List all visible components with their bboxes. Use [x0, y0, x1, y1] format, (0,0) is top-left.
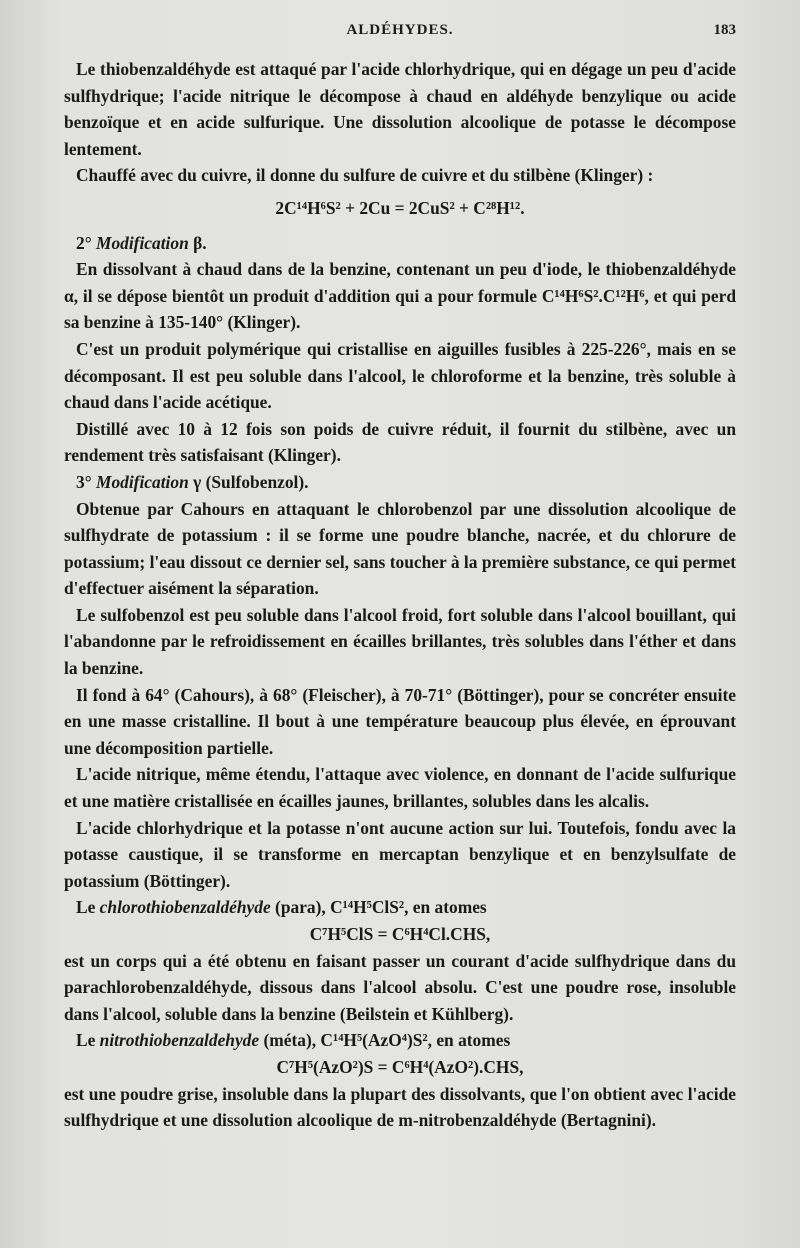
section-title: Modification: [96, 471, 189, 492]
page-number: 183: [713, 22, 736, 38]
page-header: [64, 22, 736, 48]
section-number: 3°: [76, 471, 96, 492]
formula: C⁷H⁵ClS = C⁶H⁴Cl.CHS,: [309, 924, 491, 944]
section-greek: β.: [188, 232, 207, 253]
paragraph: [64, 894, 736, 921]
formula: C⁷H⁵(AzO²)S = C⁶H⁴(AzO²).CHS,: [276, 1056, 524, 1077]
paragraph: Distillé avec 10 à 12 fois son poids de cuivre réduit, il fournit du stilbène, avec un rendement très satisfaisant (Klinger).: [64, 418, 736, 466]
section-number: 2°: [76, 232, 96, 253]
section-title: Modification: [96, 232, 189, 253]
section-heading: [64, 230, 736, 257]
paragraph: En dissolvant à chaud dans de la benzine, contenant un peu d'iode, le thiobenzaldéhyde α, il se dépose bientôt un produit d'addition qui a pour formule C¹⁴H⁶S².C¹²H⁶, et qui perd sa benzine à 135-140° (Klinger).: [64, 259, 736, 333]
section-greek: γ (Sulfobenzol).: [188, 471, 309, 492]
paragraph: Il fond à 64° (Cahours), à 68° (Fleischer), à 70-71° (Böttinger), pour se concréter ensuite en une masse cristalline. Il bout à une température beaucoup plus élevée, en éprouvant une décomposition partielle.: [64, 684, 736, 758]
paragraph: [64, 1027, 736, 1054]
paragraph: L'acide nitrique, même étendu, l'attaque avec violence, en donnant de l'acide sulfurique et une matière cristallisée en écailles jaunes, brillantes, solubles dans les alcalis.: [64, 764, 736, 812]
paragraph: est une poudre grise, insoluble dans la plupart des dissolvants, que l'on obtient avec l'acide sulfhydrique et une dissolution alcoolique de m-nitrobenzaldéhyde (Bertagnini).: [64, 1083, 736, 1131]
page-body: [64, 56, 736, 1134]
compound-name: nitrothiobenzaldehyde: [99, 1030, 260, 1051]
text-lead: Le: [76, 1030, 100, 1051]
text-rest: (para), C¹⁴H⁵ClS², en atomes: [270, 897, 487, 918]
paragraph: Le thiobenzaldéhyde est attaqué par l'acide chlorhydrique, qui en dégage un peu d'acide sulfhydrique; l'acide nitrique le décompose à chaud en aldéhyde benzylique ou acide benzoïque et en acide sulfurique. Une dissolution alcoolique de potasse le décompose lentement.: [64, 59, 736, 159]
compound-name: chlorothiobenzaldéhyde: [99, 897, 271, 918]
paragraph: Le sulfobenzol est peu soluble dans l'alcool froid, fort soluble dans l'alcool bouillant, qui l'abandonne par le refroidissement en écailles brillantes, très solubles dans l'éther et dans la benzine.: [64, 604, 736, 679]
running-title: ALDÉHYDES.: [346, 22, 454, 38]
section-heading: [64, 469, 736, 496]
text-rest: (méta), C¹⁴H⁵(AzO⁴)S², en atomes: [259, 1030, 511, 1051]
paragraph: L'acide chlorhydrique et la potasse n'ont aucune action sur lui. Toutefois, fondu avec la potasse caustique, il se transforme en mercaptan benzylique et en benzylsulfate de potassium (Böttinger).: [64, 817, 736, 891]
paragraph: est un corps qui a été obtenu en faisant passer un courant d'acide sulfhydrique dans du parachlorobenzaldéhyde, dissous dans l'alcool absolu. C'est une poudre rose, insoluble dans l'alcool, soluble dans la benzine (Beilstein et Kühlberg).: [64, 950, 736, 1024]
paragraph: Chauffé avec du cuivre, il donne du sulfure de cuivre et du stilbène (Klinger) :: [76, 165, 654, 186]
formula: 2C¹⁴H⁶S² + 2Cu = 2CuS² + C²⁸H¹².: [275, 197, 525, 218]
text-lead: Le: [76, 897, 100, 918]
paragraph: C'est un produit polymérique qui cristallise en aiguilles fusibles à 225-226°, mais en se décomposant. Il est peu soluble dans l'alcool, le chloroforme et la benzine, très soluble à chaud dans l'acide acétique.: [64, 338, 736, 413]
paragraph: Obtenue par Cahours en attaquant le chlorobenzol par une dissolution alcoolique de sulfhydrate de potassium : il se forme une poudre blanche, nacrée, et du chlorure de potassium; l'eau dissout ce dernier sel, sans toucher à la première substance, ce qui permet d'effectuer aisément la séparation.: [64, 498, 736, 599]
